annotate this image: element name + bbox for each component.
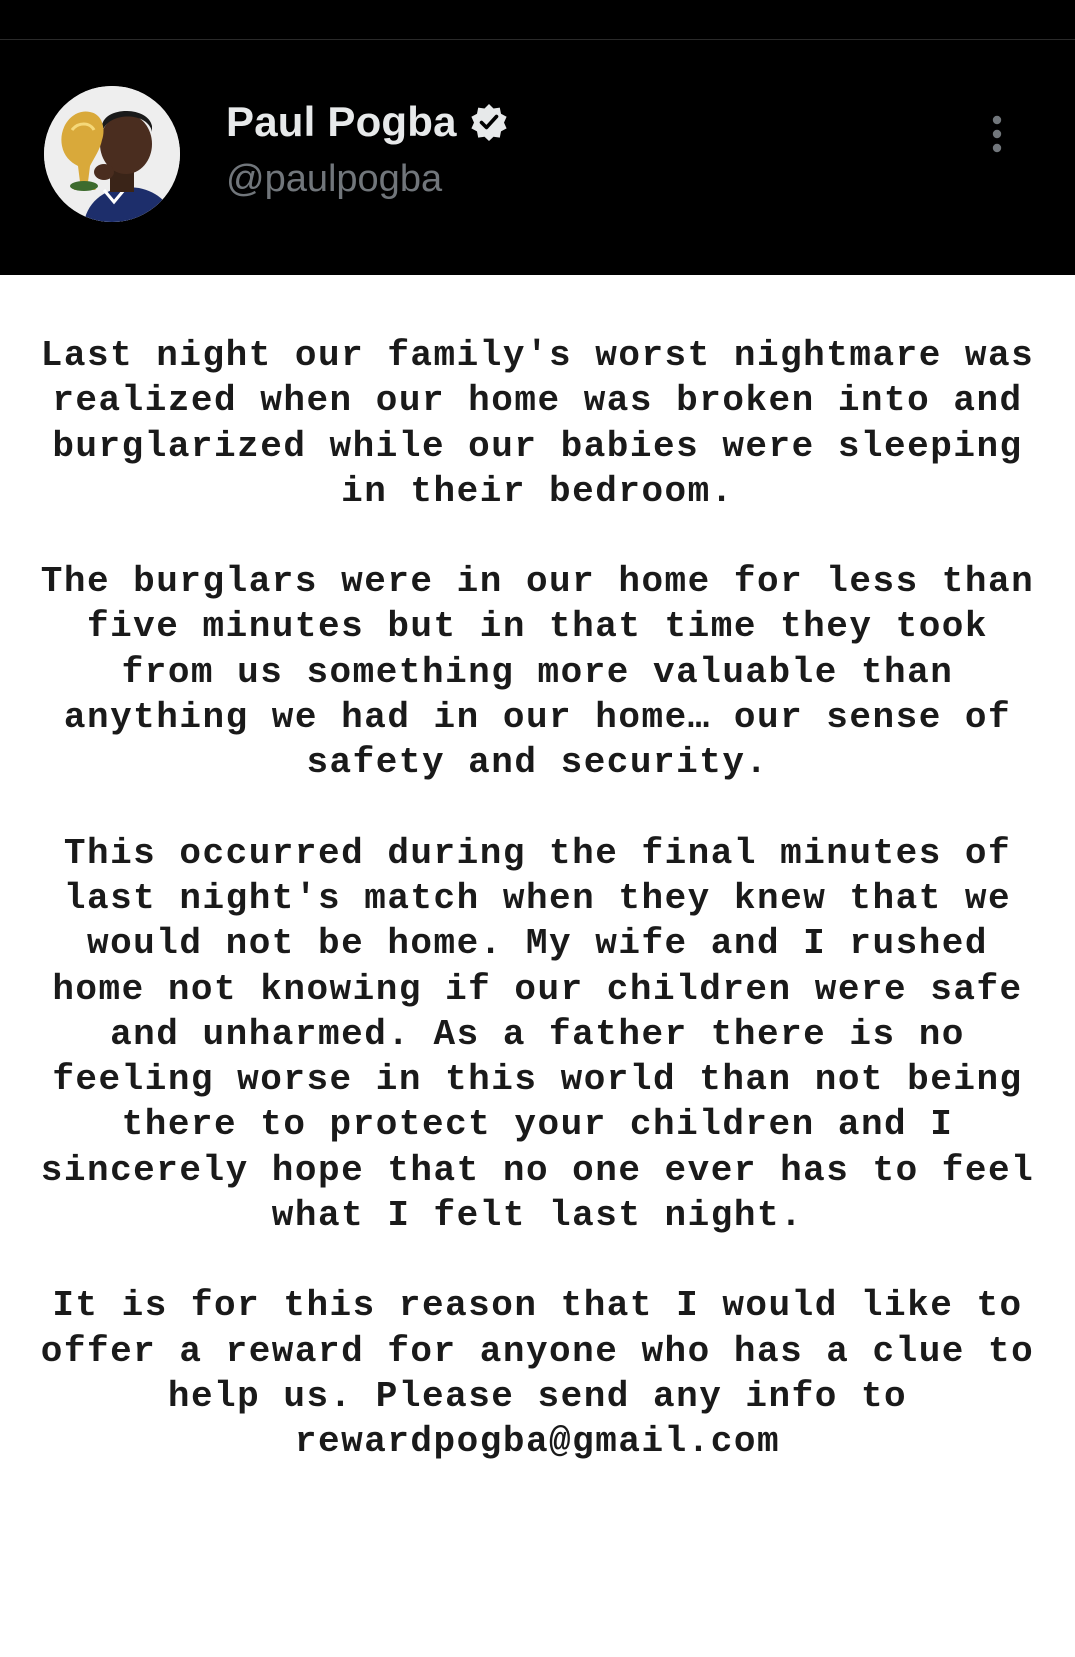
profile-header bbox=[0, 40, 1075, 275]
statement-paragraph: This occurred during the final minutes of last night's match when they knew that we would not be home. My wife and I rushed home not knowing if our children were safe and unharmed. As a father there is no feeling worse in this world than not being there to protect your children and I sincerely hope that no one ever has to feel what I felt last night. bbox=[40, 832, 1035, 1237]
post-image-card bbox=[0, 275, 1075, 1657]
name-row bbox=[226, 96, 509, 148]
statement-paragraph: The burglars were in our home for less than five minutes but in that time they took from us something more valuable than anything we had in our home… our sense of safety and security. bbox=[40, 561, 1035, 784]
status-bar-area bbox=[0, 0, 1075, 40]
statement-paragraph: Last night our family's worst nightmare was realized when our home was broken into and burglarized while our babies were sleeping in their bedroom. bbox=[40, 335, 1035, 512]
avatar-image bbox=[44, 86, 180, 222]
more-vertical-icon bbox=[991, 114, 1003, 154]
verified-badge-icon bbox=[469, 102, 509, 142]
statement-text bbox=[40, 333, 1035, 1510]
display-name[interactable]: Paul Pogba bbox=[226, 98, 457, 145]
avatar[interactable] bbox=[44, 86, 180, 222]
more-options-button[interactable] bbox=[977, 104, 1017, 164]
statement-paragraph: It is for this reason that I would like to offer a reward for anyone who has a clue to help us. Please send any info to rewardpogba@gmail.com bbox=[40, 1285, 1035, 1463]
user-handle[interactable]: @paulpogba bbox=[226, 158, 443, 200]
